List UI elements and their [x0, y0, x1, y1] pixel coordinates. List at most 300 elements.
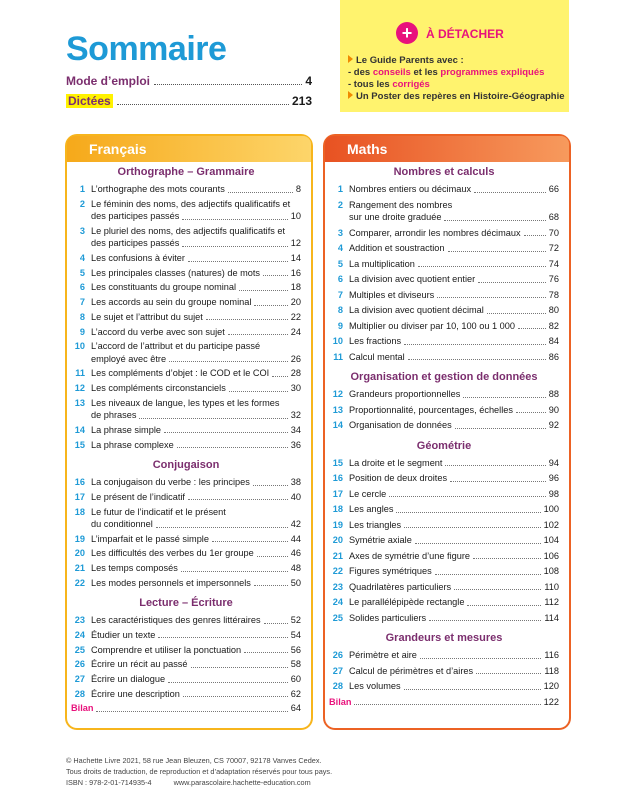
entry-title: Le futur de l’indicatif et le présent: [91, 506, 226, 517]
entry-page: 94: [548, 457, 559, 468]
leader-dots: [396, 512, 540, 513]
leader-dots: [139, 418, 287, 419]
entry-line: [349, 649, 559, 662]
entry-text: [349, 320, 559, 333]
page-title: Sommaire: [66, 30, 227, 68]
entry-title: Les fractions: [349, 336, 402, 346]
detach-lines: [348, 55, 565, 103]
leader-dots: [437, 297, 545, 298]
detach-text: - des: [348, 67, 373, 78]
entry-text: [349, 273, 559, 286]
entry-line: [91, 237, 301, 250]
entry-line: [349, 388, 559, 401]
entry-title: Les triangles: [349, 519, 402, 530]
toc-entry[interactable]: [71, 296, 301, 309]
leader-dots: [182, 219, 287, 220]
entry-line: [91, 353, 301, 366]
entry-page: 14: [290, 253, 301, 264]
entry-text: [91, 382, 301, 395]
entry-title-line: [91, 198, 301, 211]
detach-highlight: programmes expliqués: [440, 67, 545, 78]
detach-line: Le Guide Parents avec :: [356, 55, 464, 66]
toc-entry[interactable]: [329, 351, 559, 364]
entry-number: 1: [337, 184, 343, 194]
entry-text: [349, 419, 559, 432]
entry-line: [349, 488, 559, 501]
entry-text: [349, 565, 559, 578]
entry-line: [91, 267, 301, 280]
toc-entry[interactable]: [329, 550, 559, 563]
entry-title: Multiplier ou diviser par 10, 100 ou 1 000: [349, 320, 515, 331]
entry-number: 22: [74, 577, 85, 588]
toc-entry[interactable]: [71, 577, 301, 590]
toc-entry[interactable]: [329, 289, 559, 302]
entry-number: 24: [332, 597, 343, 607]
toc-entry[interactable]: [329, 388, 559, 401]
entry-number: 25: [74, 644, 85, 655]
section-heading: Nombres et calculs: [393, 166, 495, 178]
entry-page: 78: [548, 289, 559, 300]
toc-list: [71, 166, 301, 715]
toc-entry[interactable]: [71, 281, 301, 294]
toc-entry[interactable]: [329, 320, 559, 333]
toc-entry[interactable]: [71, 267, 301, 280]
toc-entry-mode-emploi[interactable]: [66, 72, 312, 88]
entry-line: [349, 581, 559, 594]
entry-number: 19: [332, 519, 343, 530]
entry-title: La phrase complexe: [91, 439, 174, 450]
entry-text: [91, 397, 301, 422]
entry-number: 15: [332, 457, 343, 468]
entry-page: 82: [548, 320, 559, 331]
entry-line: [91, 629, 301, 642]
entry-text: [91, 281, 301, 294]
entry-text: [349, 242, 559, 255]
entry-title: La multiplication: [349, 258, 415, 269]
entry-title: Solides particuliers: [349, 612, 427, 623]
toc-entry[interactable]: [71, 311, 301, 324]
toc-entry[interactable]: [71, 506, 301, 531]
entry-title: La droite et le segment: [349, 457, 443, 468]
toc-entry[interactable]: [71, 673, 301, 686]
leader-dots: [408, 359, 546, 360]
entry-text: [349, 457, 559, 470]
toc-entry[interactable]: [329, 242, 559, 255]
entry-text: [349, 550, 559, 563]
entry-page: 100: [543, 504, 559, 514]
entry-text: [91, 506, 301, 531]
entry-line: [349, 304, 559, 317]
entry-number: 8: [79, 311, 85, 322]
toc-entry[interactable]: [71, 252, 301, 265]
entry-number: 23: [74, 615, 85, 626]
entry-line: [349, 680, 559, 693]
entry-number: 9: [79, 326, 85, 337]
entry-title: Rangement des nombres: [349, 199, 453, 210]
entry-title-line: [91, 225, 301, 238]
entry-page: 34: [290, 424, 301, 435]
entry-text: [349, 534, 559, 547]
entry-title: La division avec quotient entier: [349, 274, 476, 284]
entry-title: Calcul mental: [349, 351, 405, 362]
toc-entry[interactable]: [329, 534, 559, 547]
entry-title: Écrire un récit au passé: [91, 659, 188, 670]
leader-dots: [448, 251, 546, 252]
leader-dots: [188, 261, 288, 262]
toc-entry[interactable]: [71, 367, 301, 380]
entry-page: 10: [290, 211, 301, 222]
entry-page: 38: [290, 477, 301, 488]
leader-dots: [253, 485, 288, 486]
toc-entry[interactable]: [329, 680, 559, 693]
leader-dots: [168, 682, 288, 683]
leader-dots: [191, 667, 288, 668]
entry-line: [91, 658, 301, 671]
toc-entry[interactable]: [71, 198, 301, 223]
leader-dots: [263, 275, 288, 276]
entry-line: [91, 688, 301, 701]
entry-page: 8: [295, 184, 301, 194]
plus-icon: +: [396, 22, 418, 44]
toc-entry[interactable]: [329, 457, 559, 470]
entry-page: 92: [548, 420, 559, 430]
entry-line: [329, 696, 559, 709]
toc-entry[interactable]: [329, 419, 559, 432]
toc-entry[interactable]: [329, 649, 559, 662]
toc-list: [329, 166, 559, 708]
bilan-entry[interactable]: [329, 696, 559, 709]
entry-title: La division avec quotient décimal: [349, 305, 484, 315]
section-heading: Organisation et gestion de données: [350, 371, 538, 383]
toc-entry[interactable]: [71, 183, 301, 196]
entry-page: 60: [290, 674, 301, 684]
entry-number: 4: [79, 253, 85, 264]
entry-line: [91, 382, 301, 395]
entry-number: 11: [75, 368, 85, 379]
entry-page: 120: [543, 681, 559, 691]
leader-dots: [467, 605, 541, 606]
entry-line: [349, 612, 559, 625]
entry-title: du conditionnel: [91, 519, 153, 529]
toc-entry[interactable]: [329, 273, 559, 286]
leader-dots: [354, 704, 540, 705]
entry-title: Le féminin des noms, des adjectifs qualificatifs et: [91, 198, 291, 209]
toc-entry[interactable]: [329, 227, 559, 240]
toc-entry[interactable]: [71, 629, 301, 642]
entry-title: employé avec être: [91, 353, 167, 364]
entry-number: 27: [332, 665, 343, 676]
entry-title: Grandeurs proportionnelles: [349, 389, 461, 399]
entry-number: 6: [337, 274, 343, 284]
entry-page: 112: [544, 597, 559, 607]
toc-entry[interactable]: [329, 488, 559, 501]
entry-title-line: [349, 199, 559, 212]
toc-entry[interactable]: [71, 476, 301, 489]
leader-dots: [478, 282, 546, 283]
entry-title: Le parallélépipède rectangle: [349, 597, 465, 607]
entry-line: [91, 252, 301, 265]
entry-title: Le sujet et l’attribut du sujet: [91, 311, 203, 322]
entry-line: [349, 183, 559, 196]
entry-title: sur une droite graduée: [349, 212, 442, 222]
entry-title: L’accord du verbe avec son sujet: [91, 326, 225, 337]
entry-page: 32: [290, 410, 301, 421]
entry-text: [91, 562, 301, 575]
entry-line: [349, 665, 559, 678]
entry-page: 52: [290, 615, 301, 626]
entry-page: 16: [290, 267, 301, 278]
toc-entry[interactable]: [71, 225, 301, 250]
column-header: Français: [67, 136, 311, 162]
entry-number: 16: [74, 477, 85, 488]
section-heading: Grandeurs et mesures: [385, 632, 503, 644]
toc-entry[interactable]: [329, 335, 559, 348]
entry-title: Le présent de l’indicatif: [91, 491, 185, 502]
leader-dots: [445, 465, 545, 466]
entry-page: 213: [291, 94, 312, 108]
entry-text: [349, 289, 559, 302]
leader-dots: [181, 571, 288, 572]
toc-entry[interactable]: [71, 382, 301, 395]
toc-entry[interactable]: [71, 658, 301, 671]
entry-text: [349, 404, 559, 417]
entry-title: Les accords au sein du groupe nominal: [91, 297, 252, 308]
toc-entry[interactable]: [329, 472, 559, 485]
entry-title: des participes passés: [91, 238, 180, 249]
entry-number: 18: [332, 504, 343, 514]
detach-box: [340, 0, 569, 112]
entry-page: 90: [548, 404, 559, 415]
entry-title: Les constituants du groupe nominal: [91, 282, 237, 293]
entry-text: [349, 227, 559, 240]
entry-page: 62: [290, 688, 301, 699]
entry-text: [91, 688, 301, 701]
entry-line: [349, 289, 559, 302]
entry-page: 40: [290, 491, 301, 502]
toc-entry[interactable]: [71, 439, 301, 452]
entry-line: [91, 518, 301, 531]
leader-dots: [404, 527, 541, 528]
entry-text: [349, 183, 559, 196]
toc-entry[interactable]: [71, 562, 301, 575]
entry-text: [91, 476, 301, 489]
leader-dots: [516, 412, 546, 413]
entry-number: 7: [79, 297, 85, 308]
detach-text: et les: [410, 67, 441, 78]
entry-line: [91, 281, 301, 294]
entry-number: 2: [337, 199, 343, 210]
toc-entry[interactable]: [329, 404, 559, 417]
entry-title: Comparer, arrondir les nombres décimaux: [349, 227, 521, 238]
entry-text: [349, 503, 559, 516]
entry-title-line: [91, 397, 301, 410]
entry-title: Les niveaux de langue, les types et les formes: [91, 397, 280, 408]
entry-line: [349, 534, 559, 547]
leader-dots: [188, 499, 288, 500]
leader-dots: [389, 496, 545, 497]
entry-page: 102: [543, 519, 559, 530]
isbn: ISBN : 978-2-01-714935-4: [66, 778, 152, 787]
entry-line: [349, 211, 559, 224]
entry-text: [349, 472, 559, 485]
toc-entry[interactable]: [71, 326, 301, 339]
entry-page: 36: [290, 439, 301, 450]
entry-line: [349, 227, 559, 240]
toc-entry[interactable]: [329, 612, 559, 625]
entry-number: 7: [337, 289, 343, 300]
entry-number: 20: [332, 535, 343, 545]
toc-entry[interactable]: [71, 547, 301, 560]
entry-line: [349, 519, 559, 532]
toc-entry[interactable]: [71, 688, 301, 701]
toc-entry[interactable]: [71, 340, 301, 365]
entry-page: 28: [290, 368, 301, 379]
entry-text: [349, 581, 559, 594]
leader-dots: [404, 344, 546, 345]
leader-dots: [254, 305, 287, 306]
entry-text: [349, 488, 559, 501]
entry-number: 3: [79, 225, 85, 236]
entry-title: Périmètre et aire: [349, 650, 417, 660]
entry-title: Addition et soustraction: [349, 243, 445, 253]
entry-line: [91, 183, 301, 196]
leader-dots: [158, 637, 287, 638]
entry-line: [349, 565, 559, 578]
entry-title-line: [91, 340, 301, 353]
entry-number: 11: [333, 351, 343, 362]
entry-page: 24: [290, 326, 301, 337]
leader-dots: [455, 428, 546, 429]
entry-line: [91, 577, 301, 590]
entry-text: [91, 183, 301, 196]
entry-page: 88: [548, 389, 559, 399]
toc-entry[interactable]: [329, 199, 559, 224]
entry-line: [349, 351, 559, 364]
leader-dots: [415, 543, 541, 544]
toc-entry-dictees[interactable]: [66, 92, 312, 108]
leader-dots: [429, 620, 541, 621]
entry-title: Les compléments circonstanciels: [91, 383, 226, 394]
entry-page: 106: [543, 550, 559, 561]
entry-title: Calcul de périmètres et d’aires: [349, 665, 474, 676]
maths-column: [325, 136, 569, 728]
leader-dots: [244, 652, 288, 653]
entry-text: [349, 351, 559, 364]
entry-text: [349, 596, 559, 609]
entry-title: de phrases: [91, 410, 137, 421]
entry-page: 96: [548, 473, 559, 483]
entry-text: [91, 424, 301, 437]
entry-line: [91, 296, 301, 309]
section-heading: Conjugaison: [152, 459, 220, 472]
toc-entry[interactable]: [329, 596, 559, 609]
toc-entry[interactable]: [329, 183, 559, 196]
entry-title: Figures symétriques: [349, 566, 432, 576]
leader-dots: [229, 391, 288, 392]
leader-dots: [444, 220, 545, 221]
entry-number: 17: [332, 488, 343, 499]
entry-line: [349, 550, 559, 563]
entry-number: 12: [332, 389, 343, 399]
toc-entry[interactable]: [329, 503, 559, 516]
entry-page: 74: [548, 258, 559, 269]
entry-label: Mode d’emploi: [66, 74, 150, 88]
bilan-entry[interactable]: [71, 702, 301, 715]
entry-line: [349, 258, 559, 271]
leader-dots: [228, 334, 288, 335]
toc-entry[interactable]: [329, 581, 559, 594]
leader-dots: [182, 246, 287, 247]
leader-dots: [154, 84, 302, 85]
entry-title: Les principales classes (natures) de mots: [91, 267, 261, 278]
entry-line: [91, 409, 301, 422]
entry-page: 110: [544, 581, 559, 592]
entry-title: Symétrie axiale: [349, 535, 412, 545]
entry-title: Les compléments d’objet : le COD et le COI: [91, 368, 270, 379]
entry-page: 42: [290, 519, 301, 529]
leader-dots: [454, 589, 541, 590]
entry-title: La phrase simple: [91, 424, 161, 435]
entry-text: [91, 673, 301, 686]
leader-dots: [117, 104, 289, 105]
toc-entry[interactable]: [71, 397, 301, 422]
entry-line: [349, 419, 559, 432]
entry-line: [349, 503, 559, 516]
entry-page: 4: [305, 74, 312, 88]
website-link[interactable]: www.parascolaire.hachette-education.com: [173, 778, 311, 787]
leader-dots: [177, 447, 288, 448]
leader-dots: [463, 397, 545, 398]
entry-page: 80: [548, 305, 559, 315]
leader-dots: [404, 689, 541, 690]
entry-number: 27: [74, 674, 85, 684]
entry-line: [71, 702, 301, 715]
leader-dots: [450, 481, 546, 482]
toc-entry[interactable]: [71, 491, 301, 504]
entry-line: [91, 439, 301, 452]
entry-title: L’accord de l’attribut et du participe passé: [91, 341, 261, 352]
entry-number: 4: [337, 243, 343, 253]
entry-text: [91, 296, 301, 309]
leader-dots: [518, 328, 546, 329]
rights: Tous droits de traduction, de reproduction et d’adaptation réservés pour tous pays.: [66, 767, 333, 776]
toc-entry[interactable]: [329, 304, 559, 317]
detach-heading: À DÉTACHER: [426, 27, 504, 41]
entry-line: [91, 614, 301, 627]
toc-entry[interactable]: [329, 565, 559, 578]
toc-entry[interactable]: [329, 665, 559, 678]
toc-entry[interactable]: [71, 424, 301, 437]
entry-page: 68: [548, 212, 559, 222]
footer: [66, 755, 332, 788]
copyright: © Hachette Livre 2021, 58 rue Jean Bleuzen, CS 70007, 92178 Vanves Cedex.: [66, 756, 322, 765]
entry-page: 72: [548, 243, 559, 253]
section-heading: Orthographe – Grammaire: [117, 166, 255, 178]
toc-entry[interactable]: [329, 258, 559, 271]
toc-entry[interactable]: [71, 644, 301, 657]
entry-text: [349, 335, 559, 348]
entry-number: 26: [74, 659, 85, 670]
leader-dots: [164, 432, 288, 433]
entry-number: 13: [332, 404, 343, 415]
francais-column: [67, 136, 311, 728]
leader-dots: [96, 711, 287, 712]
entry-line: [349, 320, 559, 333]
entry-text: [349, 304, 559, 317]
toc-entry[interactable]: [71, 614, 301, 627]
toc-entry[interactable]: [71, 533, 301, 546]
toc-entry[interactable]: [329, 519, 559, 532]
